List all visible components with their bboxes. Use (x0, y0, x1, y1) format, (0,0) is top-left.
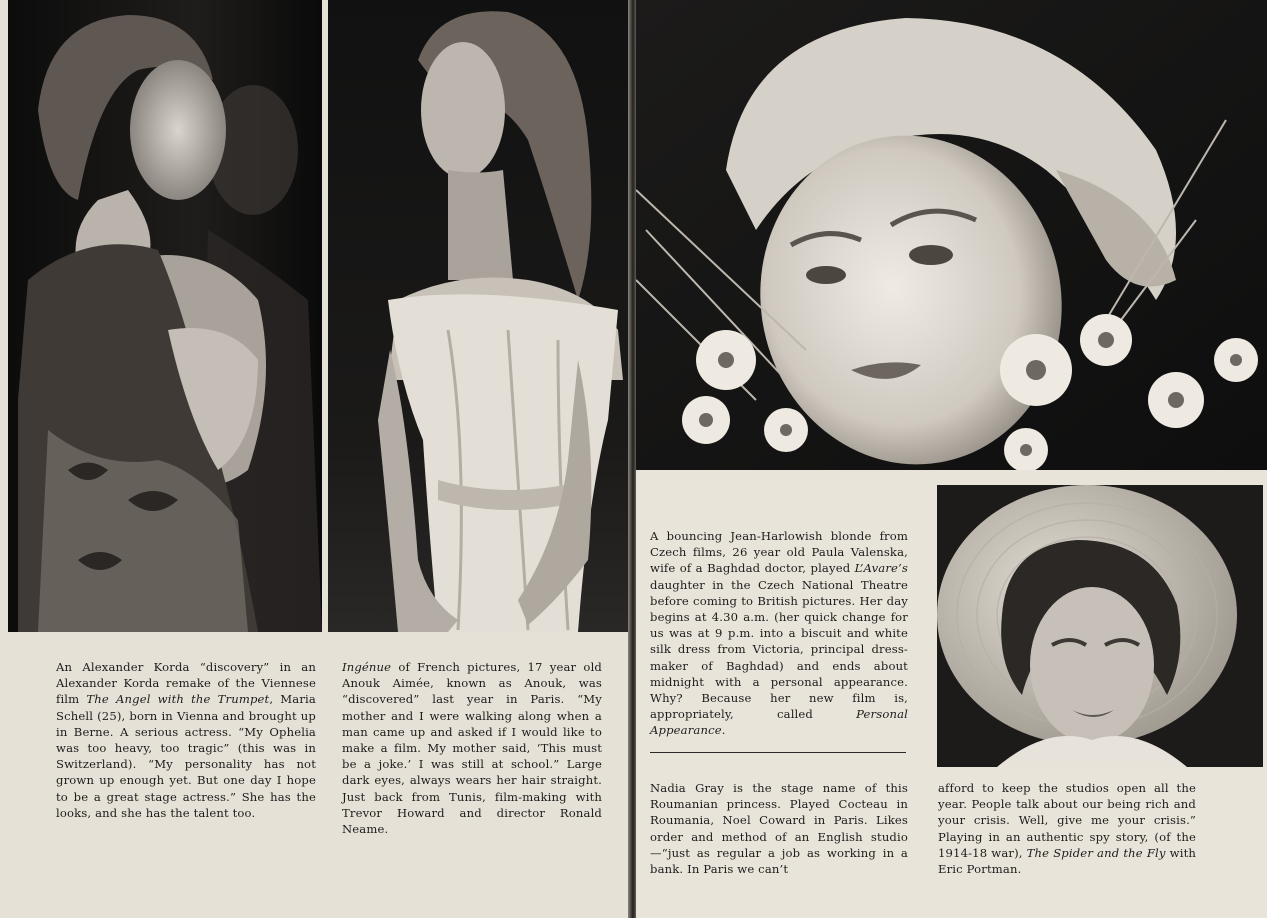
maria-schell-photo (8, 0, 322, 632)
film-title: The Angel with the Trumpet (86, 692, 270, 707)
film-title: The Spider and the Fly (1026, 845, 1166, 860)
caption-text: afford to keep the studios open all the year. People talk about our being rich and your crisis. Well, give me your crisis.” Playing in an authentic spy story, (of the 1914-18 war), (938, 781, 1196, 860)
caption-divider (650, 752, 906, 753)
paula-valenska-caption (650, 528, 908, 739)
film-title: Personal Appearance (650, 707, 908, 738)
caption-text: with Eric Portman. (938, 845, 1196, 877)
nadia-gray-caption-col1 (650, 780, 908, 877)
caption-text: Nadia Gray is the stage name of this Roumanian princess. Played Cocteau in Roumania, Noel Coward in Paris. Likes order and method of an English studio—“just as regular a job as working in a bank. In Paris we can’t (650, 781, 908, 877)
caption-text: . (721, 723, 726, 738)
caption-text: A bouncing Jean-Harlowish blonde from Czech films, 26 year old Paula Valenska, wife of a Baghdad doctor, played (650, 529, 908, 576)
nadia-gray-caption-col2 (938, 780, 1196, 877)
film-title: L’Avare’s (854, 561, 908, 576)
caption-text: of French pictures, 17 year old Anouk Aimée, known as Anouk, was “discovered” last year in Paris. “My mother and I were walking along when a man came up and asked if I would like to make a film. My mother said, ‘This must be a joke.’ I was still at school.” Large dark eyes, always wears her hair straight. Just back from Tunis, film-making with Trevor Howard and director Ronald Neame. (342, 660, 602, 837)
caption-lead: Ingénue (342, 660, 392, 674)
anouk-aimee-photo (328, 0, 628, 632)
right-page (636, 0, 1267, 918)
paula-valenska-photo (636, 0, 1267, 470)
left-page (0, 0, 632, 918)
caption-text: An Alexander Korda “discovery” in an Alexander Korda remake of the Viennese film (56, 660, 316, 707)
maria-schell-caption (56, 659, 316, 821)
caption-text: daughter in the Czech National Theatre before coming to British pictures. Her day begins at 4.30 a.m. (her quick change for us was at 9 p.m. into a biscuit and white silk dress from Victoria, principal dress-maker of Baghdad) and ends about midnight with a personal appearance. Why? Because her new film is, appropriately, called (650, 577, 908, 722)
caption-text: , Maria Schell (25), born in Vienna and brought up in Berne. A serious actress. “My Ophelia was too heavy, too tragic” (this was in Switzerland). “My personality has not grown up enough yet. But one day I hope to be a great stage actress.” She has the looks, and she has the talent too. (56, 692, 316, 820)
nadia-gray-photo (937, 485, 1263, 767)
anouk-aimee-caption (342, 659, 602, 837)
